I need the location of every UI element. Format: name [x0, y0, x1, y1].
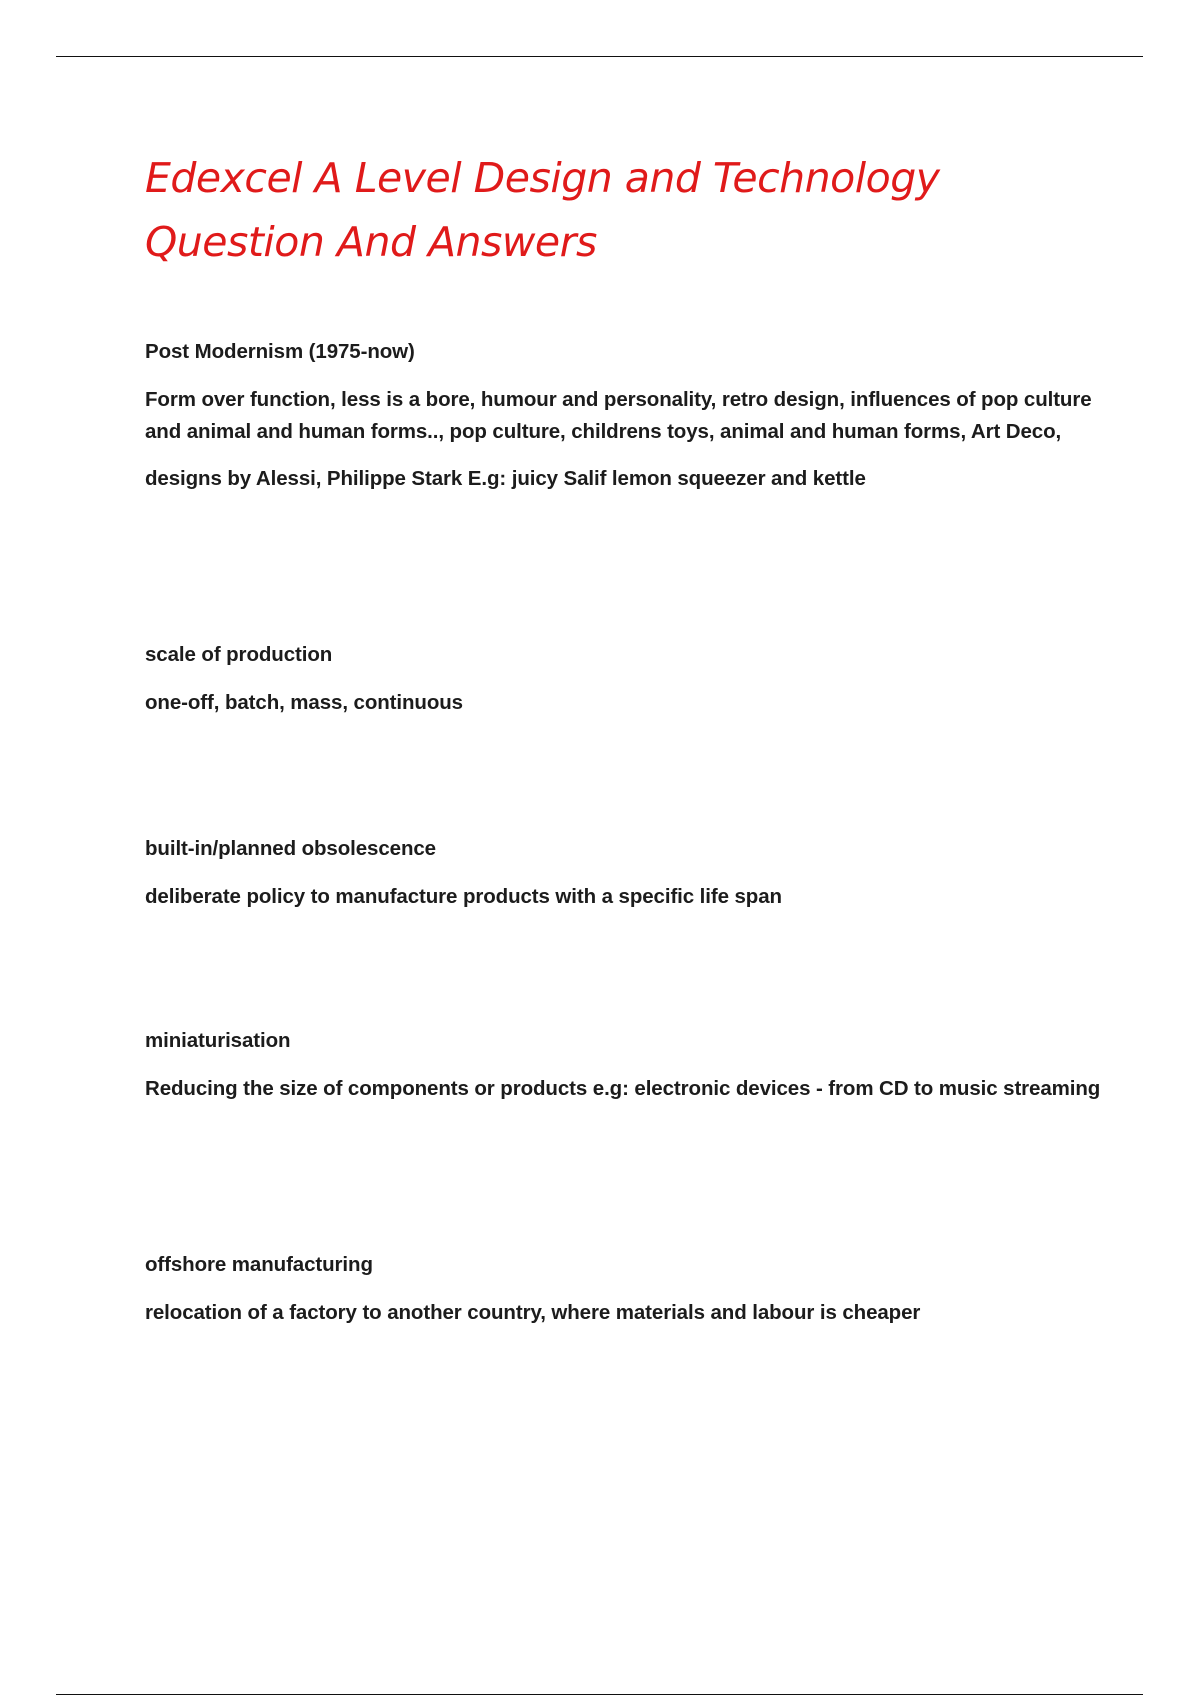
entry-definition: deliberate policy to manufacture products with a specific life span — [145, 885, 782, 908]
entry-term: built-in/planned obsolescence — [145, 837, 436, 860]
qa-entry-miniaturisation — [145, 1025, 1105, 1105]
entry-definition: relocation of a factory to another country, where materials and labour is cheaper — [145, 1301, 921, 1324]
qa-entry-scale-of-production — [145, 639, 1105, 719]
entry-definition: designs by Alessi, Philippe Stark E.g: juicy Salif lemon squeezer and kettle — [145, 467, 866, 490]
document-title — [145, 146, 1095, 274]
document-title-line-2: Question And Answers — [145, 218, 597, 266]
qa-entry-planned-obsolescence — [145, 833, 1105, 913]
entry-definition: one-off, batch, mass, continuous — [145, 691, 463, 714]
document-title-line-1: Edexcel A Level Design and Technology — [145, 154, 940, 202]
entry-term: miniaturisation — [145, 1029, 291, 1052]
qa-entry-post-modernism — [145, 336, 1105, 495]
entry-term: scale of production — [145, 643, 333, 666]
entry-term: offshore manufacturing — [145, 1253, 373, 1276]
footer-rule — [56, 1694, 1143, 1695]
entry-definition: Form over function, less is a bore, humour and personality, retro design, influences of pop culture and animal and human forms.., pop culture, childrens toys, animal and human forms, Art Deco, — [145, 388, 1092, 443]
entry-term: Post Modernism (1975-now) — [145, 340, 415, 363]
qa-entry-offshore-manufacturing — [145, 1249, 1105, 1329]
header-rule — [56, 56, 1143, 57]
entry-definition: Reducing the size of components or products e.g: electronic devices - from CD to music streaming — [145, 1077, 1101, 1100]
